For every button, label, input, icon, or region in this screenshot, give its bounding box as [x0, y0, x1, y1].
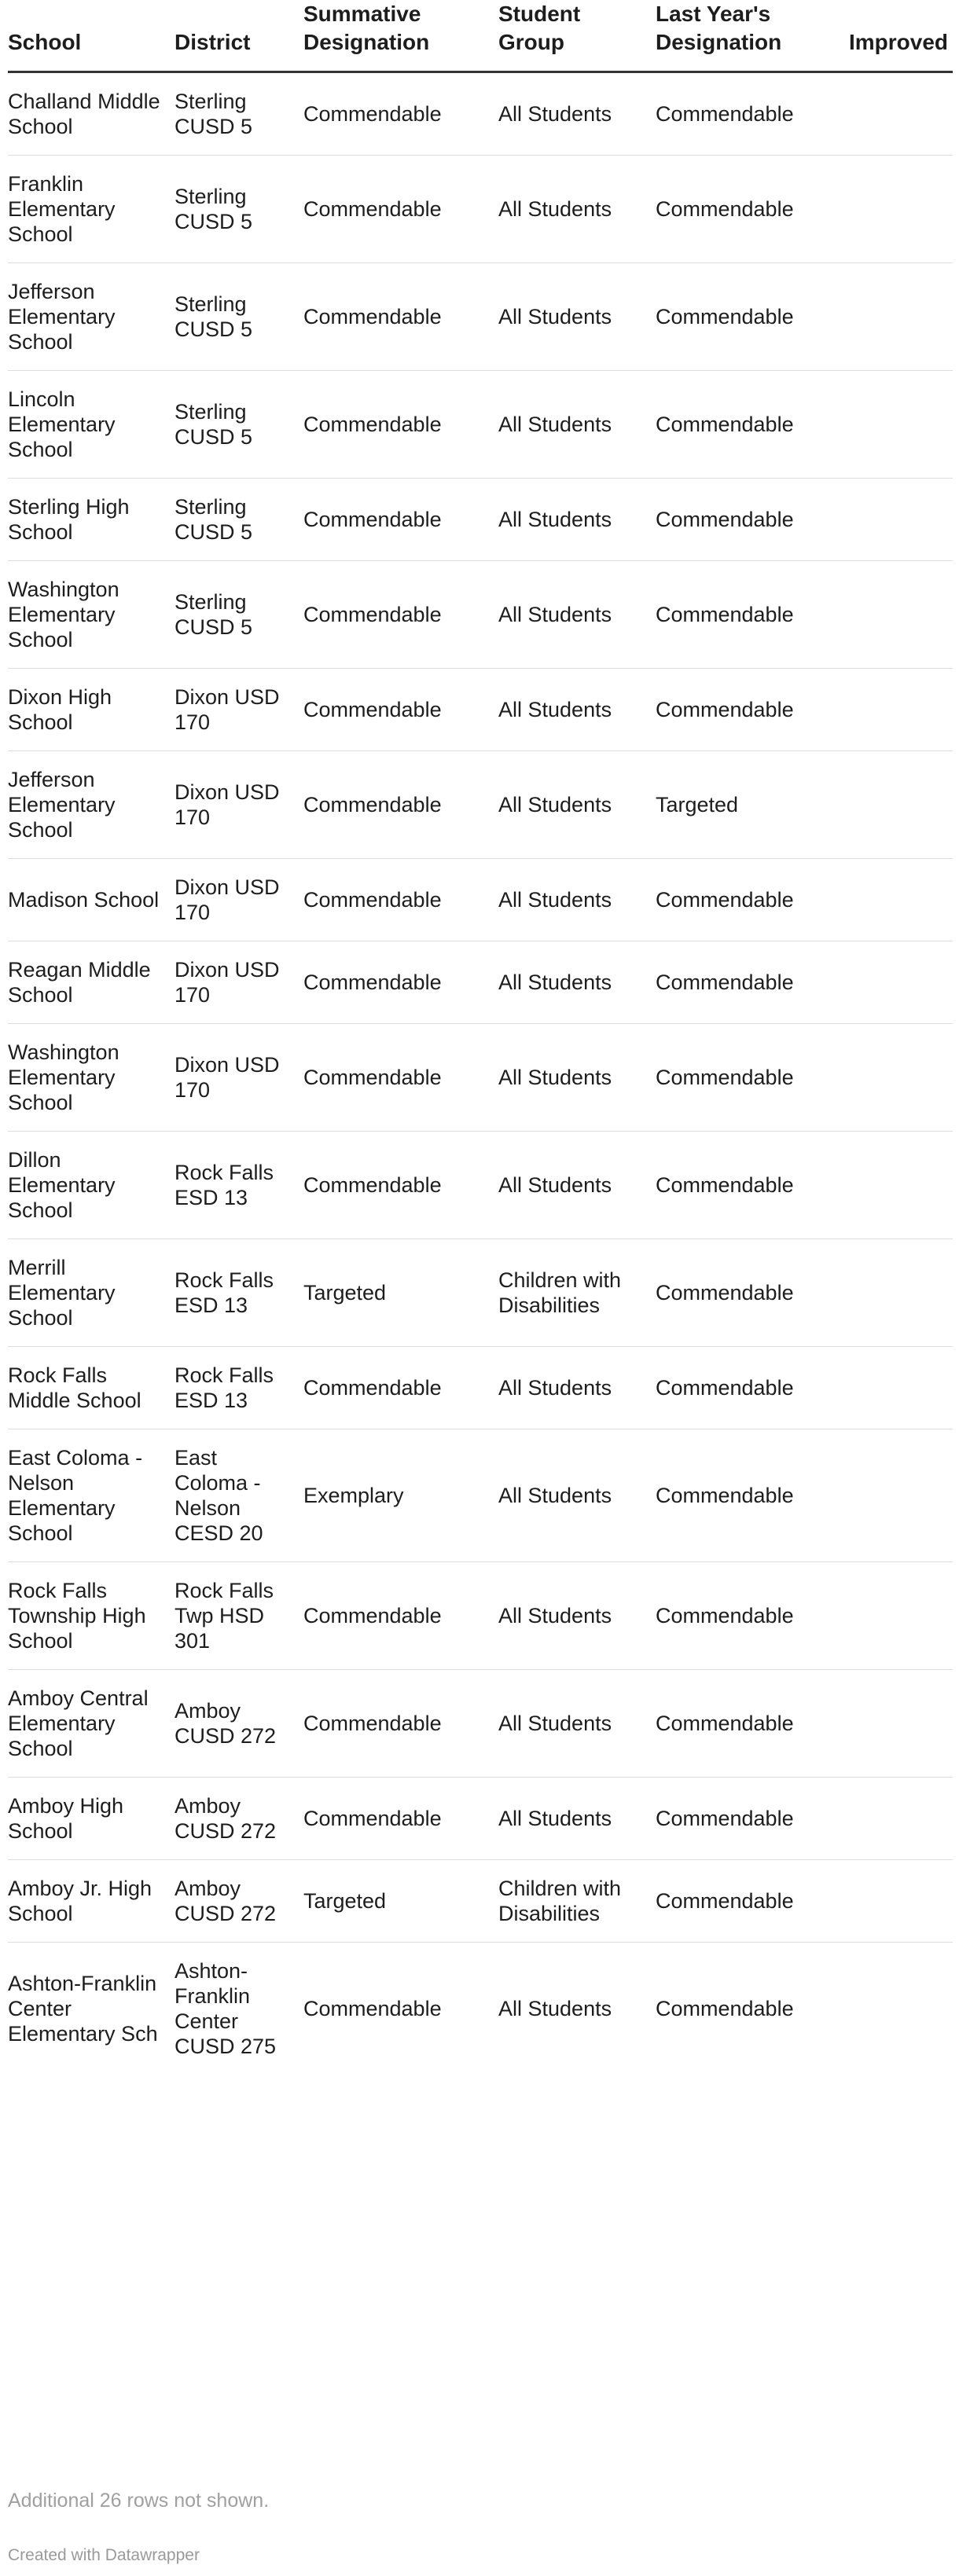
credit-link[interactable]: Created with Datawrapper: [8, 2546, 200, 2564]
cell-summative-designation: Commendable: [303, 1024, 498, 1132]
cell-last-years-designation: Targeted: [656, 751, 849, 859]
cell-school: Franklin Elementary School: [8, 156, 175, 263]
cell-student-group: Children with Disabilities: [498, 1860, 656, 1943]
cell-last-years-designation: Commendable: [656, 1778, 849, 1860]
cell-district: Dixon USD 170: [175, 859, 303, 941]
cell-district: Sterling CUSD 5: [175, 156, 303, 263]
cell-student-group: All Students: [498, 751, 656, 859]
cell-district: Sterling CUSD 5: [175, 479, 303, 561]
schools-table: [8, 0, 953, 2075]
cell-improved: [849, 859, 953, 941]
cell-district: Dixon USD 170: [175, 941, 303, 1024]
table-row: [8, 263, 953, 371]
cell-district: Rock Falls Twp HSD 301: [175, 1562, 303, 1670]
cell-summative-designation: Commendable: [303, 1670, 498, 1778]
cell-last-years-designation: Commendable: [656, 1429, 849, 1562]
table-row: [8, 156, 953, 263]
table-row: [8, 859, 953, 941]
cell-summative-designation: Commendable: [303, 751, 498, 859]
cell-improved: [849, 1024, 953, 1132]
cell-student-group: All Students: [498, 1024, 656, 1132]
cell-summative-designation: Commendable: [303, 669, 498, 751]
table-row: [8, 1562, 953, 1670]
cell-district: Sterling CUSD 5: [175, 371, 303, 479]
cell-student-group: All Students: [498, 156, 656, 263]
cell-summative-designation: Commendable: [303, 1132, 498, 1239]
cell-school: Rock Falls Township High School: [8, 1562, 175, 1670]
cell-district: Dixon USD 170: [175, 751, 303, 859]
cell-summative-designation: Exemplary: [303, 1429, 498, 1562]
cell-summative-designation: Commendable: [303, 1347, 498, 1429]
table-row: [8, 1132, 953, 1239]
cell-school: Rock Falls Middle School: [8, 1347, 175, 1429]
cell-last-years-designation: Commendable: [656, 479, 849, 561]
column-header-school: School: [8, 0, 175, 72]
table-row: [8, 1943, 953, 2075]
table-row: [8, 561, 953, 669]
cell-district: Dixon USD 170: [175, 669, 303, 751]
cell-summative-designation: Commendable: [303, 1562, 498, 1670]
cell-district: Amboy CUSD 272: [175, 1670, 303, 1778]
cell-last-years-designation: Commendable: [656, 1670, 849, 1778]
cell-school: Washington Elementary School: [8, 561, 175, 669]
cell-last-years-designation: Commendable: [656, 1024, 849, 1132]
cell-school: Sterling High School: [8, 479, 175, 561]
cell-improved: [849, 1347, 953, 1429]
cell-summative-designation: Commendable: [303, 371, 498, 479]
cell-last-years-designation: Commendable: [656, 561, 849, 669]
cell-improved: [849, 1860, 953, 1943]
cell-summative-designation: Targeted: [303, 1239, 498, 1347]
cell-student-group: All Students: [498, 1132, 656, 1239]
cell-summative-designation: Targeted: [303, 1860, 498, 1943]
cell-summative-designation: Commendable: [303, 156, 498, 263]
table-notes: Additional 26 rows not shown.: [8, 2490, 270, 2512]
cell-summative-designation: Commendable: [303, 941, 498, 1024]
cell-district: Sterling CUSD 5: [175, 72, 303, 156]
cell-last-years-designation: Commendable: [656, 1562, 849, 1670]
cell-improved: [849, 1239, 953, 1347]
cell-school: Jefferson Elementary School: [8, 751, 175, 859]
cell-last-years-designation: Commendable: [656, 156, 849, 263]
cell-last-years-designation: Commendable: [656, 1860, 849, 1943]
table-row: [8, 72, 953, 156]
cell-school: Challand Middle School: [8, 72, 175, 156]
cell-summative-designation: Commendable: [303, 479, 498, 561]
cell-school: Amboy Central Elementary School: [8, 1670, 175, 1778]
cell-district: Rock Falls ESD 13: [175, 1347, 303, 1429]
cell-student-group: All Students: [498, 1429, 656, 1562]
cell-student-group: All Students: [498, 1778, 656, 1860]
table-row: [8, 751, 953, 859]
table-row: [8, 1239, 953, 1347]
cell-student-group: All Students: [498, 1562, 656, 1670]
cell-school: Jefferson Elementary School: [8, 263, 175, 371]
table-row: [8, 669, 953, 751]
table-row: [8, 1024, 953, 1132]
cell-summative-designation: Commendable: [303, 561, 498, 669]
cell-district: Sterling CUSD 5: [175, 561, 303, 669]
cell-improved: [849, 371, 953, 479]
cell-summative-designation: Commendable: [303, 1997, 442, 2020]
cell-student-group: All Students: [498, 479, 656, 561]
cell-district: Rock Falls ESD 13: [175, 1239, 303, 1347]
column-header-student-group: Student Group: [498, 0, 656, 72]
cell-district: East Coloma - Nelson CESD 20: [175, 1429, 303, 1562]
cell-last-years-designation: Commendable: [656, 371, 849, 479]
table-row: [8, 371, 953, 479]
cell-improved: [849, 941, 953, 1024]
cell-last-years-designation: Commendable: [656, 1132, 849, 1239]
cell-school: Dixon High School: [8, 669, 175, 751]
table-row: [8, 941, 953, 1024]
cell-school: Amboy Jr. High School: [8, 1860, 175, 1943]
cell-improved: [849, 1943, 953, 2075]
cell-last-years-designation: Commendable: [656, 1997, 794, 2020]
cell-district: Dixon USD 170: [175, 1024, 303, 1132]
table-row: [8, 479, 953, 561]
cell-school: Washington Elementary School: [8, 1024, 175, 1132]
cell-student-group: All Students: [498, 263, 656, 371]
cell-last-years-designation: Commendable: [656, 263, 849, 371]
cell-student-group: All Students: [498, 859, 656, 941]
cell-district: Amboy CUSD 272: [175, 1778, 303, 1860]
cell-school: Dillon Elementary School: [8, 1132, 175, 1239]
cell-improved: [849, 561, 953, 669]
cell-district: Rock Falls ESD 13: [175, 1132, 303, 1239]
cell-student-group: All Students: [498, 561, 656, 669]
cell-student-group: All Students: [498, 1997, 612, 2020]
cell-improved: [849, 1670, 953, 1778]
column-header-summative-designation: Summative Designation: [303, 0, 498, 72]
cell-last-years-designation: Commendable: [656, 72, 849, 156]
cell-summative-designation: Commendable: [303, 1778, 498, 1860]
table-row: [8, 1860, 953, 1943]
cell-student-group: All Students: [498, 72, 656, 156]
cell-improved: [849, 1429, 953, 1562]
cell-student-group: Children with Disabilities: [498, 1239, 656, 1347]
cell-improved: [849, 751, 953, 859]
cell-improved: [849, 263, 953, 371]
cell-district: Amboy CUSD 272: [175, 1860, 303, 1943]
column-header-district: District: [175, 0, 303, 72]
cell-summative-designation: Commendable: [303, 72, 498, 156]
table-row: [8, 1347, 953, 1429]
cell-student-group: All Students: [498, 1347, 656, 1429]
cell-improved: [849, 1778, 953, 1860]
cell-district: Ashton-Franklin Center CUSD 275: [175, 1959, 277, 2058]
cell-school: Ashton-Franklin Center Elementary Sch: [8, 1972, 158, 2046]
cell-school: Amboy High School: [8, 1778, 175, 1860]
cell-improved: [849, 156, 953, 263]
cell-student-group: All Students: [498, 941, 656, 1024]
column-header-improved: Improved: [849, 0, 953, 72]
table-body: [8, 72, 953, 2075]
table-header-row: [8, 0, 953, 72]
cell-improved: [849, 72, 953, 156]
cell-last-years-designation: Commendable: [656, 941, 849, 1024]
cell-last-years-designation: Commendable: [656, 1239, 849, 1347]
cell-district: Sterling CUSD 5: [175, 263, 303, 371]
cell-improved: [849, 1562, 953, 1670]
cell-school: Reagan Middle School: [8, 941, 175, 1024]
cell-last-years-designation: Commendable: [656, 669, 849, 751]
cell-summative-designation: Commendable: [303, 263, 498, 371]
cell-school: Madison School: [8, 859, 175, 941]
cell-school: Merrill Elementary School: [8, 1239, 175, 1347]
cell-improved: [849, 1132, 953, 1239]
table-row: [8, 1670, 953, 1778]
cell-school: Lincoln Elementary School: [8, 371, 175, 479]
cell-summative-designation: Commendable: [303, 859, 498, 941]
cell-student-group: All Students: [498, 371, 656, 479]
table-row: [8, 1429, 953, 1562]
cell-improved: [849, 479, 953, 561]
cell-improved: [849, 669, 953, 751]
column-header-last-years-designation: Last Year's Designation: [656, 0, 849, 72]
cell-student-group: All Students: [498, 669, 656, 751]
cell-last-years-designation: Commendable: [656, 1347, 849, 1429]
cell-student-group: All Students: [498, 1670, 656, 1778]
table-row: [8, 1778, 953, 1860]
table-container: [8, 0, 953, 2075]
cell-last-years-designation: Commendable: [656, 859, 849, 941]
cell-school: East Coloma - Nelson Elementary School: [8, 1429, 175, 1562]
